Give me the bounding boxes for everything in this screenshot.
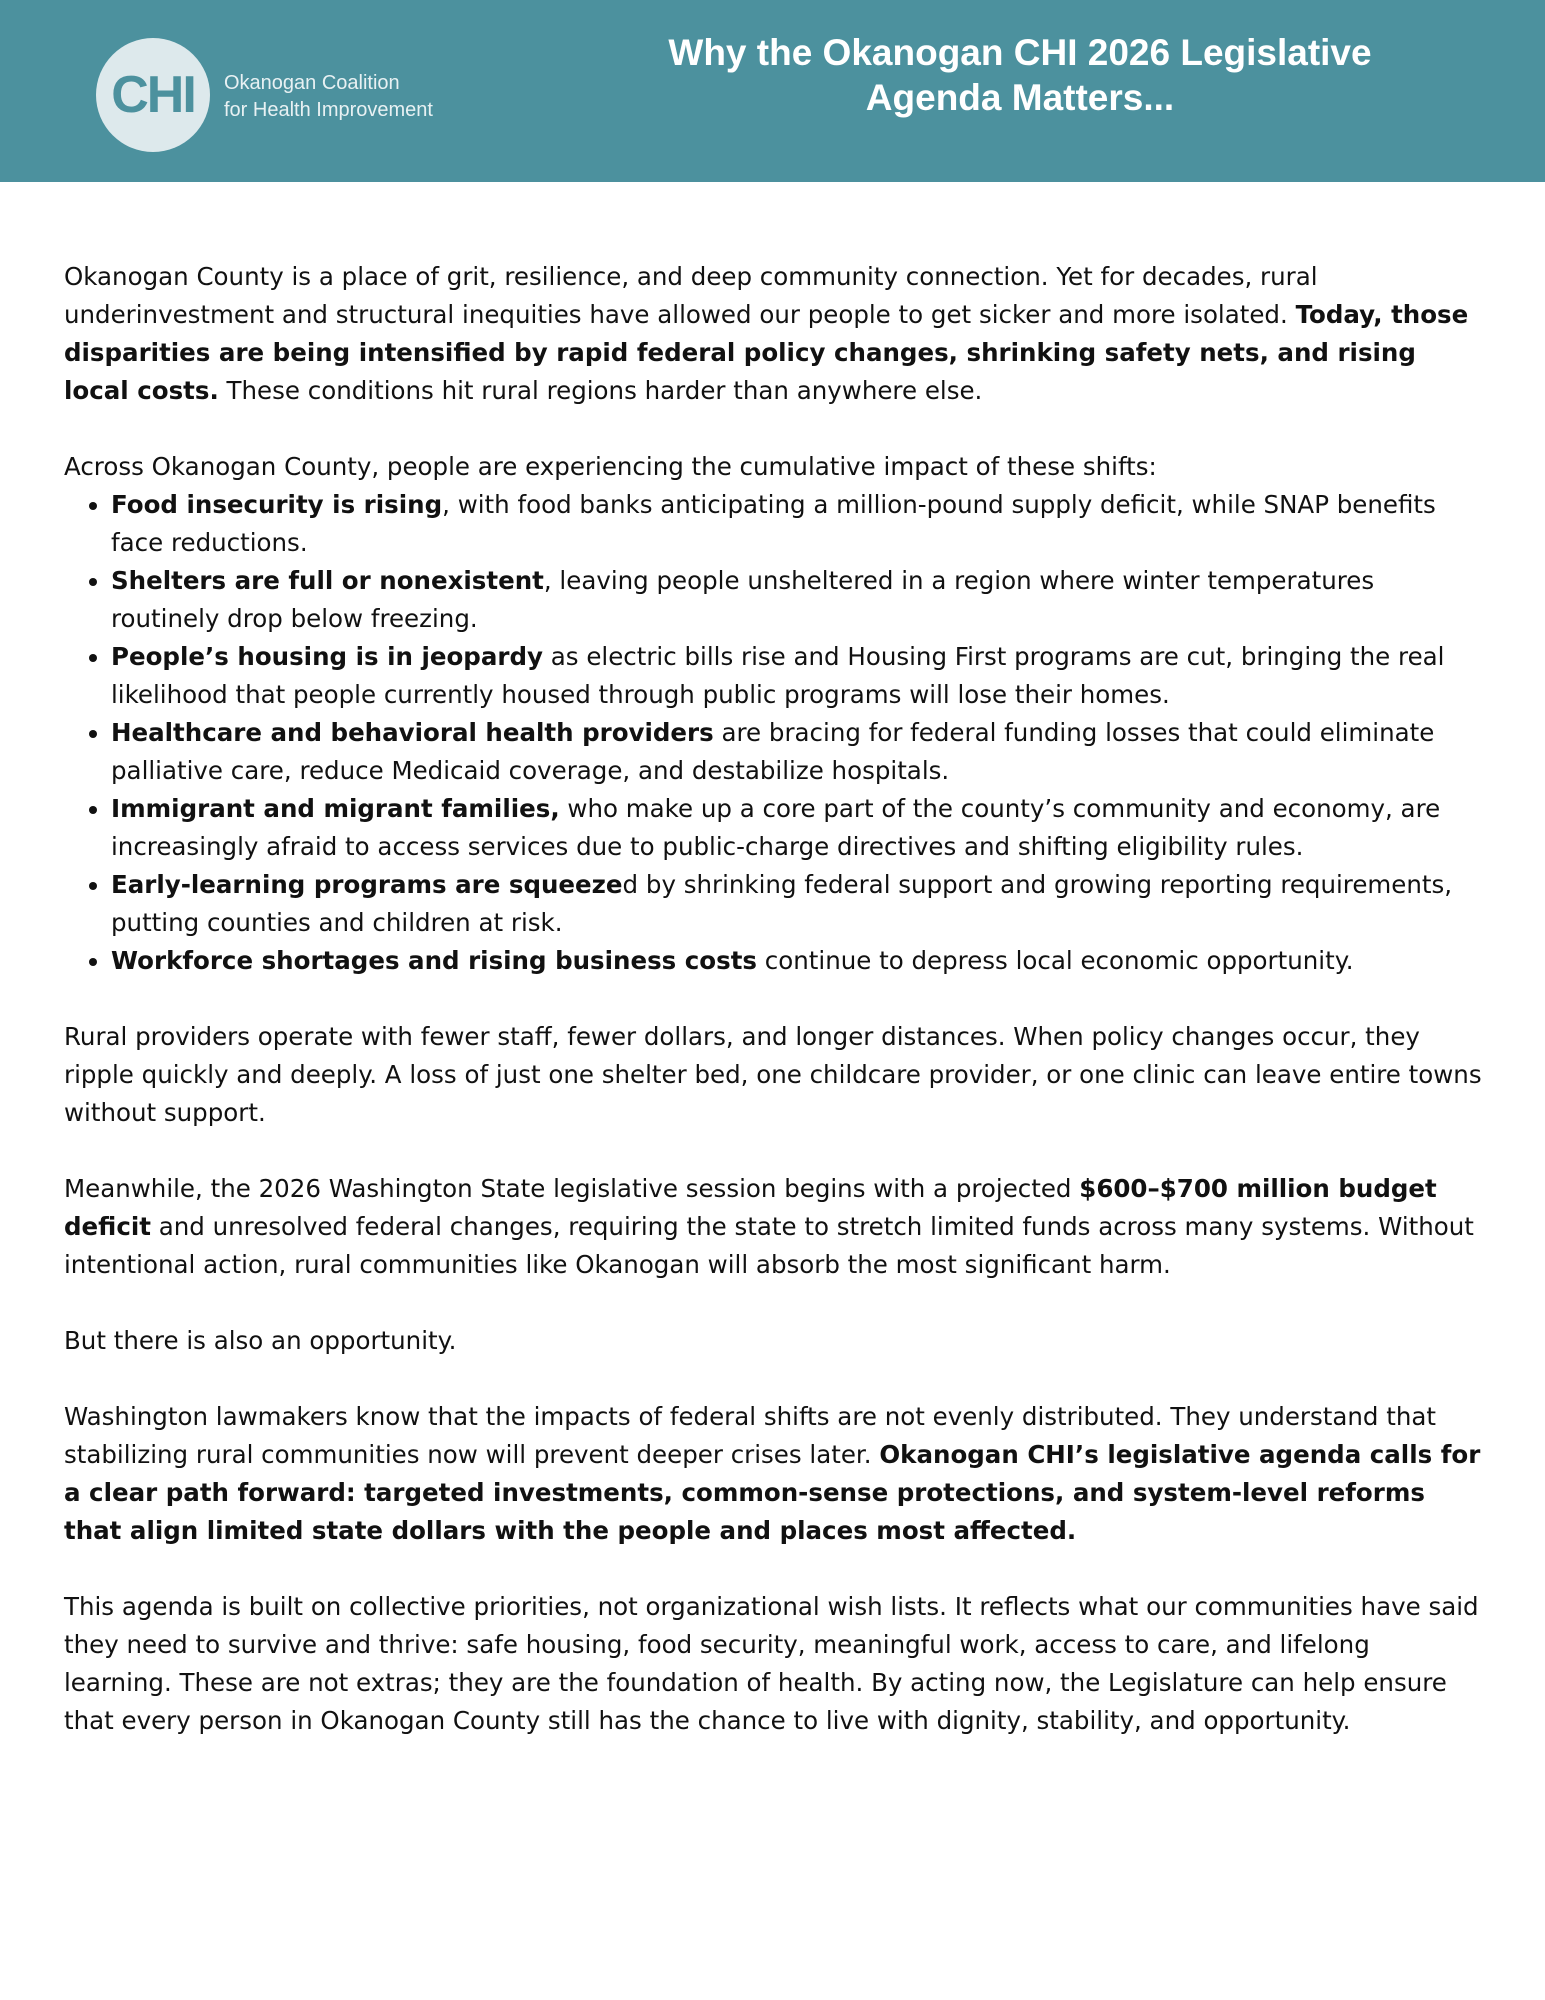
list-item [111, 790, 1484, 866]
logo-mark: CHI [111, 66, 195, 124]
list-item [111, 638, 1484, 714]
org-line-1: Okanogan Coalition [224, 72, 400, 94]
list-item [111, 486, 1484, 562]
bullet-text: continue to depress local economic opportunity. [757, 946, 1354, 975]
impacts-intro: Across Okanogan County, people are experiencing the cumulative impact of these shifts: [64, 452, 1157, 481]
title-line-2: Agenda Matters... [865, 77, 1175, 118]
bullet-bold: Shelters are full or nonexistent [111, 566, 544, 595]
bold-run: Today, those disparities are being intensified by rapid federal policy changes, shrinking safety nets, and rising local costs. [64, 300, 1469, 405]
bullet-text: are bracing for federal funding losses that could eliminate palliative care, reduce Medicaid coverage, and destabilize hospitals. [111, 718, 1435, 785]
bold-run: $600–$700 million budget deficit [64, 1174, 1437, 1241]
bullet-text: as electric bills rise and Housing First programs are cut, bringing the real likelihood that people currently housed through public programs will lose their homes. [111, 642, 1445, 709]
intro-paragraph [64, 258, 1484, 410]
bullet-bold: Immigrant and migrant families, [111, 794, 560, 823]
rural-providers-paragraph: Rural providers operate with fewer staff, fewer dollars, and longer distances. When policy changes occur, they ripple quickly and deeply. A loss of just one shelter bed, one childcare provider, or one clinic can leave entire towns without support. [64, 1022, 1482, 1127]
title-line-1: Why the Okanogan CHI 2026 Legislative [668, 32, 1372, 73]
chi-logo [96, 38, 210, 152]
bullet-bold: Healthcare and behavioral health providers [111, 718, 714, 747]
list-item [111, 866, 1484, 942]
text-run: These conditions hit rural regions harder than anywhere else. [218, 376, 983, 405]
header-banner [0, 0, 1545, 182]
impacts-list [64, 486, 1484, 980]
bullet-bold: People’s housing is in jeopardy [111, 642, 543, 671]
bullet-bold: Early-learning programs are squeeze [111, 870, 623, 899]
opportunity-paragraph: But there is also an opportunity. [64, 1326, 457, 1355]
lawmakers-paragraph [64, 1398, 1484, 1550]
closing-paragraph: This agenda is built on collective priorities, not organizational wish lists. It reflects what our communities have said they need to survive and thrive: safe housing, food security, meaningful work, access to care, and lifelong learning. These are not extras; they are the foundation of health. By acting now, the Legislature can help ensure that every person in Okanogan County still has the chance to live with dignity, stability, and opportunity. [64, 1592, 1479, 1735]
list-item [111, 942, 1484, 980]
text-run: Washington lawmakers know that the impacts of federal shifts are not evenly distributed. They understand that stabilizing rural communities now will prevent deeper crises later. [64, 1402, 1436, 1469]
text-run: Meanwhile, the 2026 Washington State legislative session begins with a projected [64, 1174, 1080, 1203]
bullet-text: who make up a core part of the county’s community and economy, are increasingly afraid to access services due to public-charge directives and shifting eligibility rules. [111, 794, 1441, 861]
text-run: Okanogan County is a place of grit, resilience, and deep community connection. Yet for decades, rural underinvestment and structural inequities have allowed our people to get sicker and more isolated. [64, 262, 1318, 329]
org-line-2: for Health Improvement [224, 99, 433, 121]
bullet-bold: Food insecurity is rising [111, 490, 443, 519]
document-body [64, 258, 1484, 1778]
text-run: and unresolved federal changes, requiring the state to stretch limited funds across many systems. Without intentional action, rural communities like Okanogan will absorb the most significant harm. [64, 1212, 1474, 1279]
bullet-text: , leaving people unsheltered in a region where winter temperatures routinely drop below freezing. [111, 566, 1375, 633]
budget-paragraph [64, 1170, 1484, 1284]
list-item [111, 562, 1484, 638]
bullet-bold: Workforce shortages and rising business costs [111, 946, 758, 975]
bullet-text: , with food banks anticipating a million-pound supply deficit, while SNAP benefits face reductions. [111, 490, 1436, 557]
bold-run: Okanogan CHI’s legislative agenda calls for a clear path forward: targeted investments, common-sense protections, and system-level reforms that align limited state dollars with the people and places most affected. [64, 1440, 1481, 1545]
organization-name [224, 70, 433, 124]
page-title [560, 30, 1480, 120]
list-item [111, 714, 1484, 790]
bullet-text: d by shrinking federal support and growing reporting requirements, putting counties and children at risk. [111, 870, 1453, 937]
